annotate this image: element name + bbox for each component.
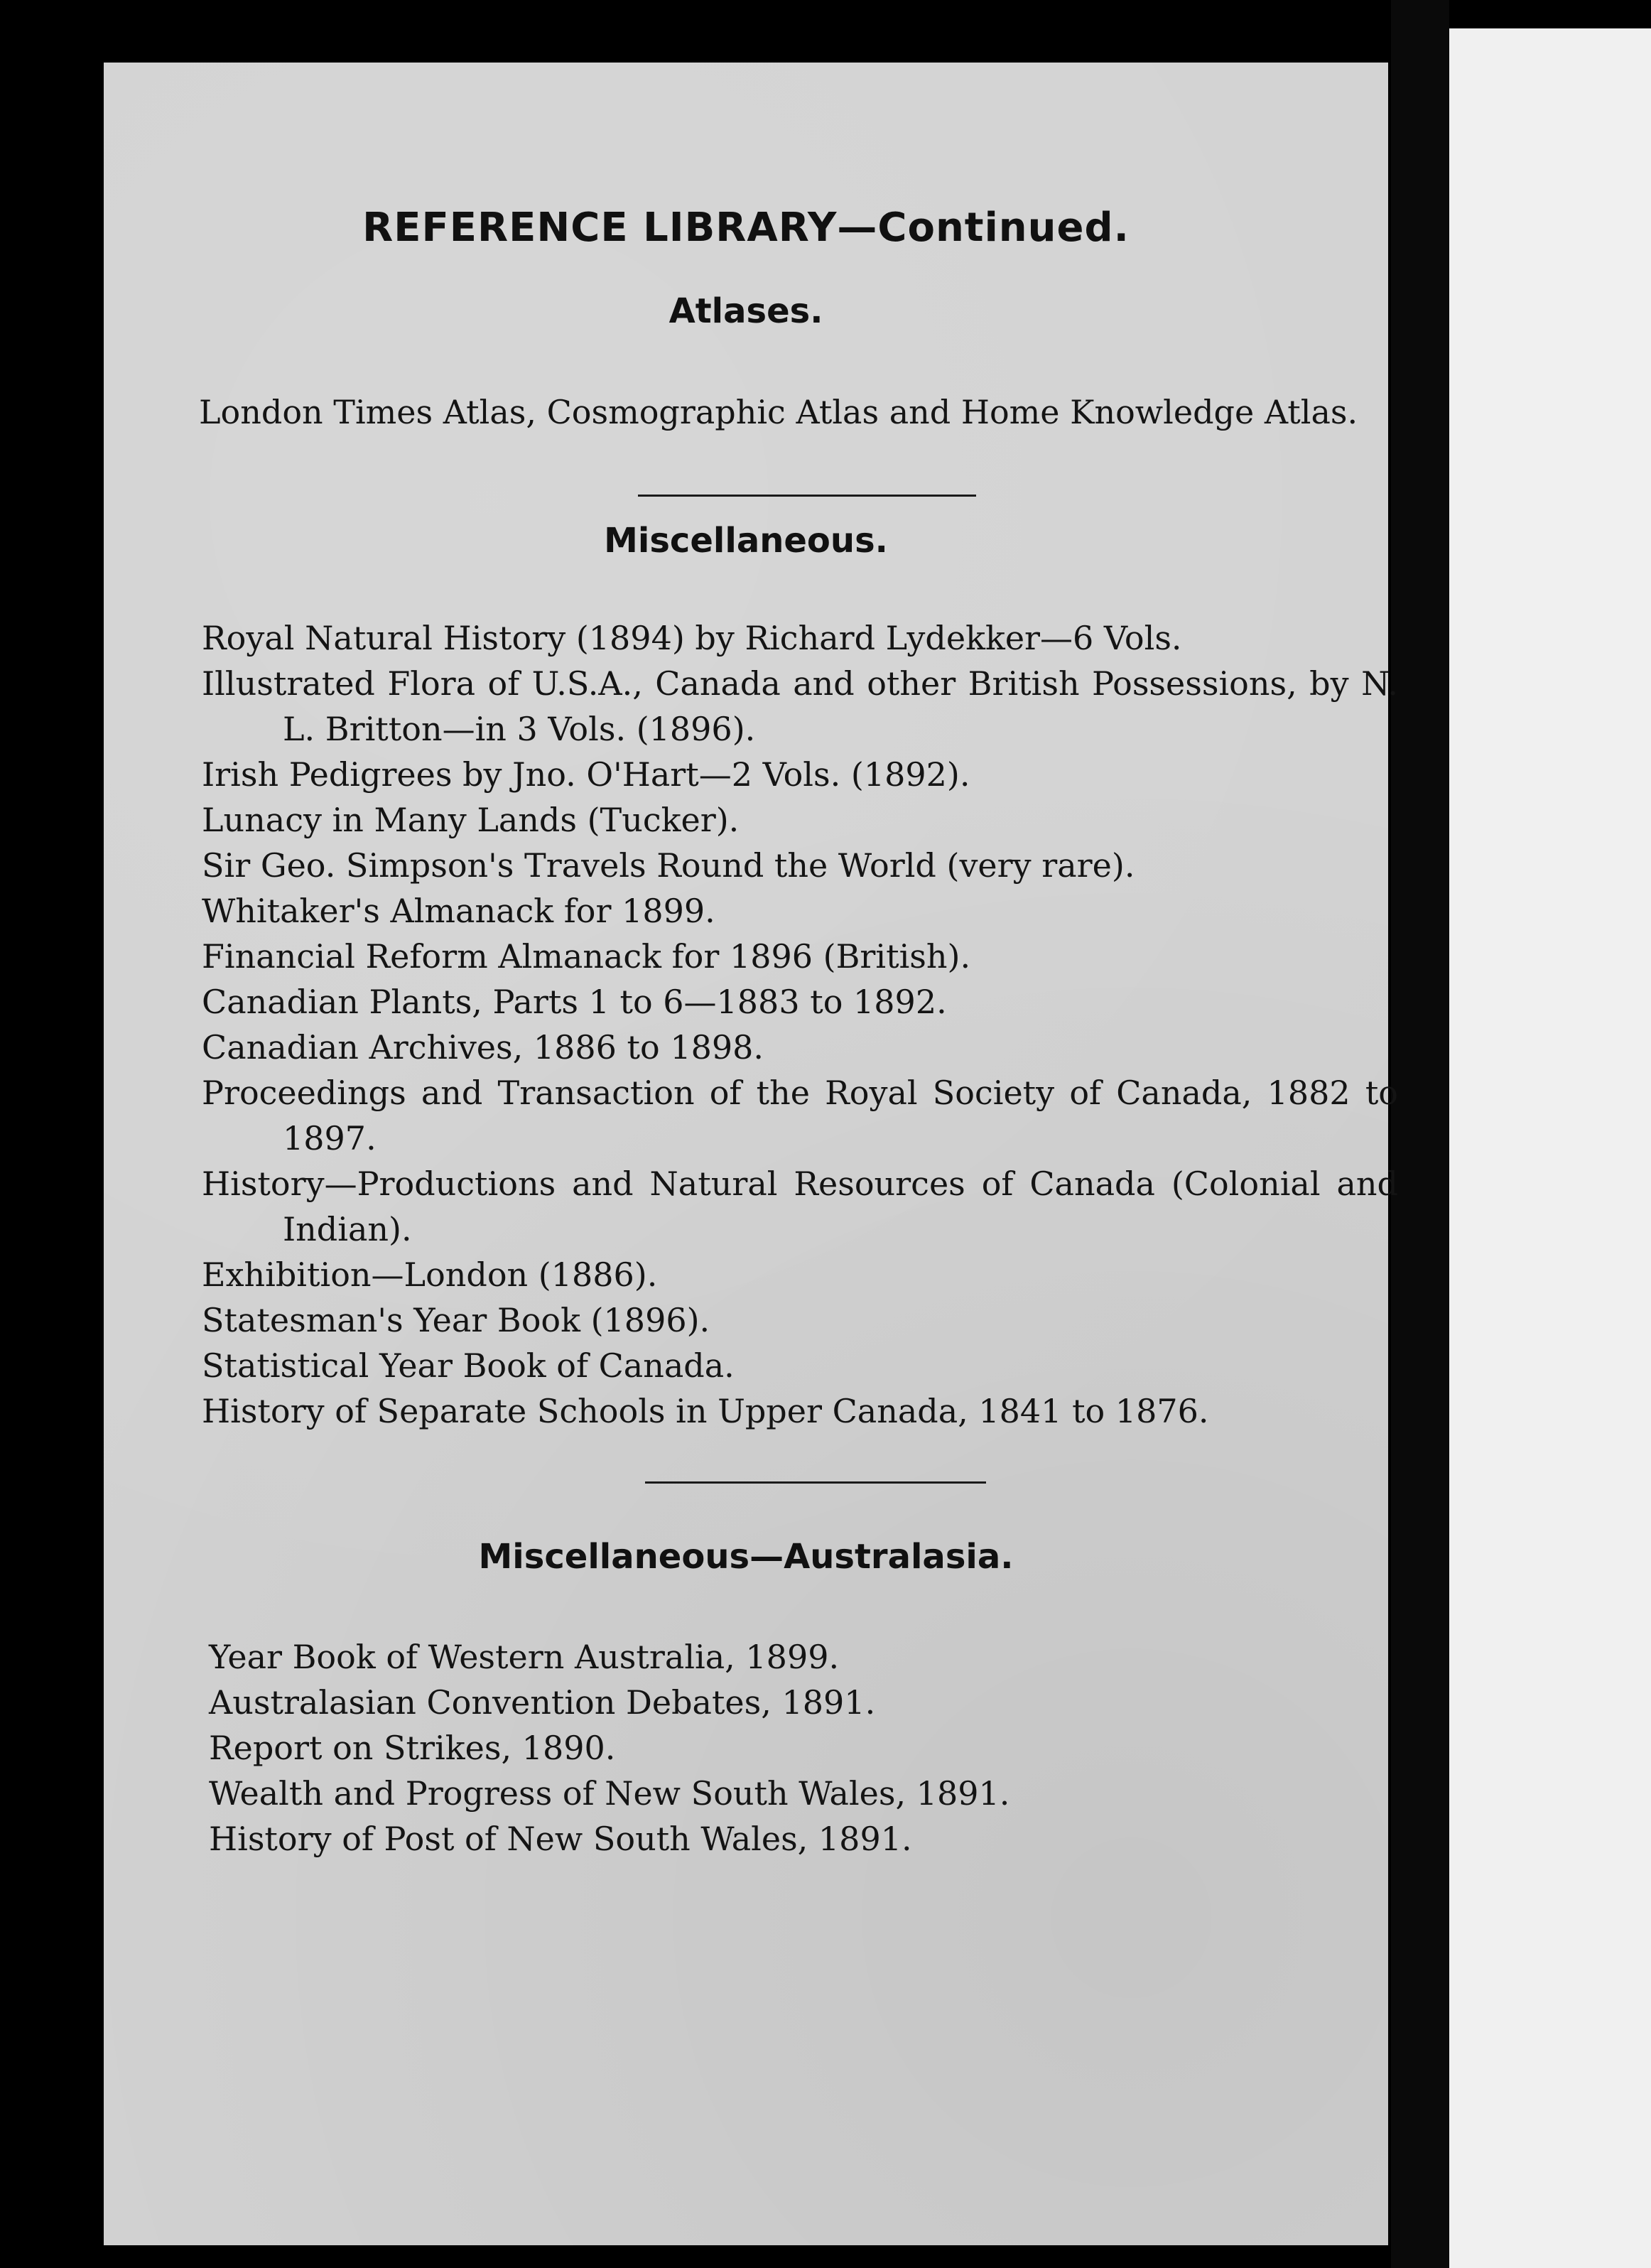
facing-blank-page [1449,28,1651,2268]
australasia-list [209,1634,1405,1862]
list-item: Royal Natural History (1894) by Richard Lydekker—6 Vols. [202,619,1182,657]
miscellaneous-list [202,615,1398,1434]
list-item: Proceedings and Transaction of the Royal Society of Canada, 1882 to 1897. [202,1074,1398,1157]
page-title: REFERENCE LIBRARY—Continued. [362,205,1130,251]
page-gutter [1391,0,1449,2268]
section-divider [638,495,976,497]
list-item: Canadian Plants, Parts 1 to 6—1883 to 1892. [202,983,947,1021]
section-divider [645,1481,986,1484]
document-page [104,63,1398,2245]
section-heading-atlases: Atlases. [668,291,823,331]
list-item: Sir Geo. Simpson's Travels Round the World (very rare). [202,846,1135,885]
list-item: Australasian Convention Debates, 1891. [209,1683,876,1722]
list-item: Financial Reform Almanack for 1896 (British). [202,937,971,976]
list-item: History of Separate Schools in Upper Canada, 1841 to 1876. [202,1392,1209,1430]
list-item: London Times Atlas, Cosmographic Atlas and Home Knowledge Atlas. [199,393,1358,431]
list-item: Statesman's Year Book (1896). [202,1301,710,1339]
list-item: Canadian Archives, 1886 to 1898. [202,1028,764,1066]
list-item: Statistical Year Book of Canada. [202,1346,735,1385]
list-item: Wealth and Progress of New South Wales, 1891. [209,1774,1010,1813]
list-item: History—Productions and Natural Resources of Canada (Colonial and Indian). [202,1165,1398,1248]
list-item: Illustrated Flora of U.S.A., Canada and other British Possessions, by N. L. Britton—in 3 Vols. (1896). [202,664,1398,748]
list-item: Report on Strikes, 1890. [209,1729,616,1767]
list-item: Year Book of Western Australia, 1899. [209,1638,840,1676]
list-item: History of Post of New South Wales, 1891. [209,1820,912,1858]
atlases-list [199,389,1395,435]
list-item: Whitaker's Almanack for 1899. [202,892,715,930]
list-item: Lunacy in Many Lands (Tucker). [202,801,740,839]
list-item: Exhibition—London (1886). [202,1256,658,1294]
list-item: Irish Pedigrees by Jno. O'Hart—2 Vols. (1892). [202,755,970,794]
section-heading-australasia: Miscellaneous—Australasia. [478,1537,1014,1577]
section-heading-miscellaneous: Miscellaneous. [604,521,888,561]
